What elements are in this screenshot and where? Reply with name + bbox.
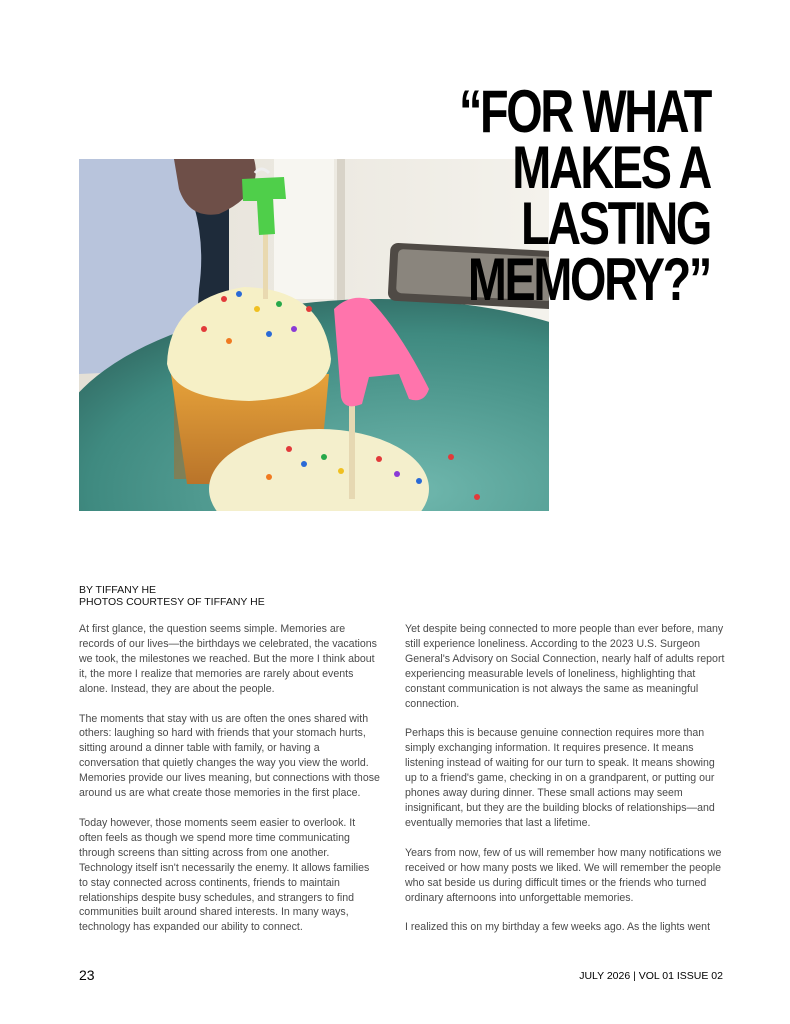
author-line: BY TIFFANY HE xyxy=(79,584,157,596)
paragraph: Perhaps this is because genuine connection requires more than simply exchanging information. It requires presence. It means listening instead of waiting for our turn to speak. It means showing up to a friend's game, checking in on a grandparent, or putting our phones away during dinner. These small actions may seem insignificant, but they are the building blocks of relationships—and eventually memories that last a lifetime. xyxy=(405,727,715,829)
paragraph: Yet despite being connected to more people than ever before, many still experience loneliness. According to the 2023 U.S. Surgeon General's Advisory on Social Connection, nearly half of adults report experiencing measurable levels of loneliness, highlighting that constant communication is not always the same as meaningful connection. xyxy=(405,623,725,710)
paragraph: Years from now, few of us will remember how many notifications we received or how many posts we liked. We will remember the people who sat beside us during difficult times or the friends who turned ordinary afternoons into unforgettable memories. xyxy=(405,846,722,904)
photo-credit-line: PHOTOS COURTESY OF TIFFANY HE xyxy=(79,596,265,608)
page-number: 23 xyxy=(79,967,95,983)
paragraph: I realized this on my birthday a few weeks ago. As the lights went xyxy=(405,921,711,934)
paragraph: At first glance, the question seems simple. Memories are records of our lives—the birthdays we celebrated, the vacations we took, the milestones we reached. But the more I think about it, the more I realize that memories are rarely about events alone. Instead, they are about the people. xyxy=(79,623,377,695)
article-headline xyxy=(343,78,710,313)
headline-line-1: “FOR WHAT MAKES A xyxy=(458,78,710,201)
paragraph: The moments that stay with us are often the ones shared with others: laughing so hard with friends that your stomach hurts, sitting around a dinner table with family, or having a conversation that quietly changes the way you view the world. Memories provide our lives meaning, but connections with those around us are what create those memories in the first place. xyxy=(79,712,380,800)
issue-info: JULY 2026 | VOL 01 ISSUE 02 xyxy=(579,970,723,982)
byline xyxy=(79,584,265,608)
article-column-right xyxy=(405,622,725,950)
paragraph: Today however, those moments seem easier to overlook. It often feels as though we spend more time communicating through screens than sitting across from one another. Technology itself isn't necessarily the enemy. It allows families to stay connected across continents, friends to maintain relationships despite busy schedules, and strangers to find communities built around shared interests. In many ways, technology has expanded our ability to connect. xyxy=(79,816,370,934)
article-column-left xyxy=(79,622,381,950)
headline-line-2: LASTING MEMORY?” xyxy=(467,190,710,313)
